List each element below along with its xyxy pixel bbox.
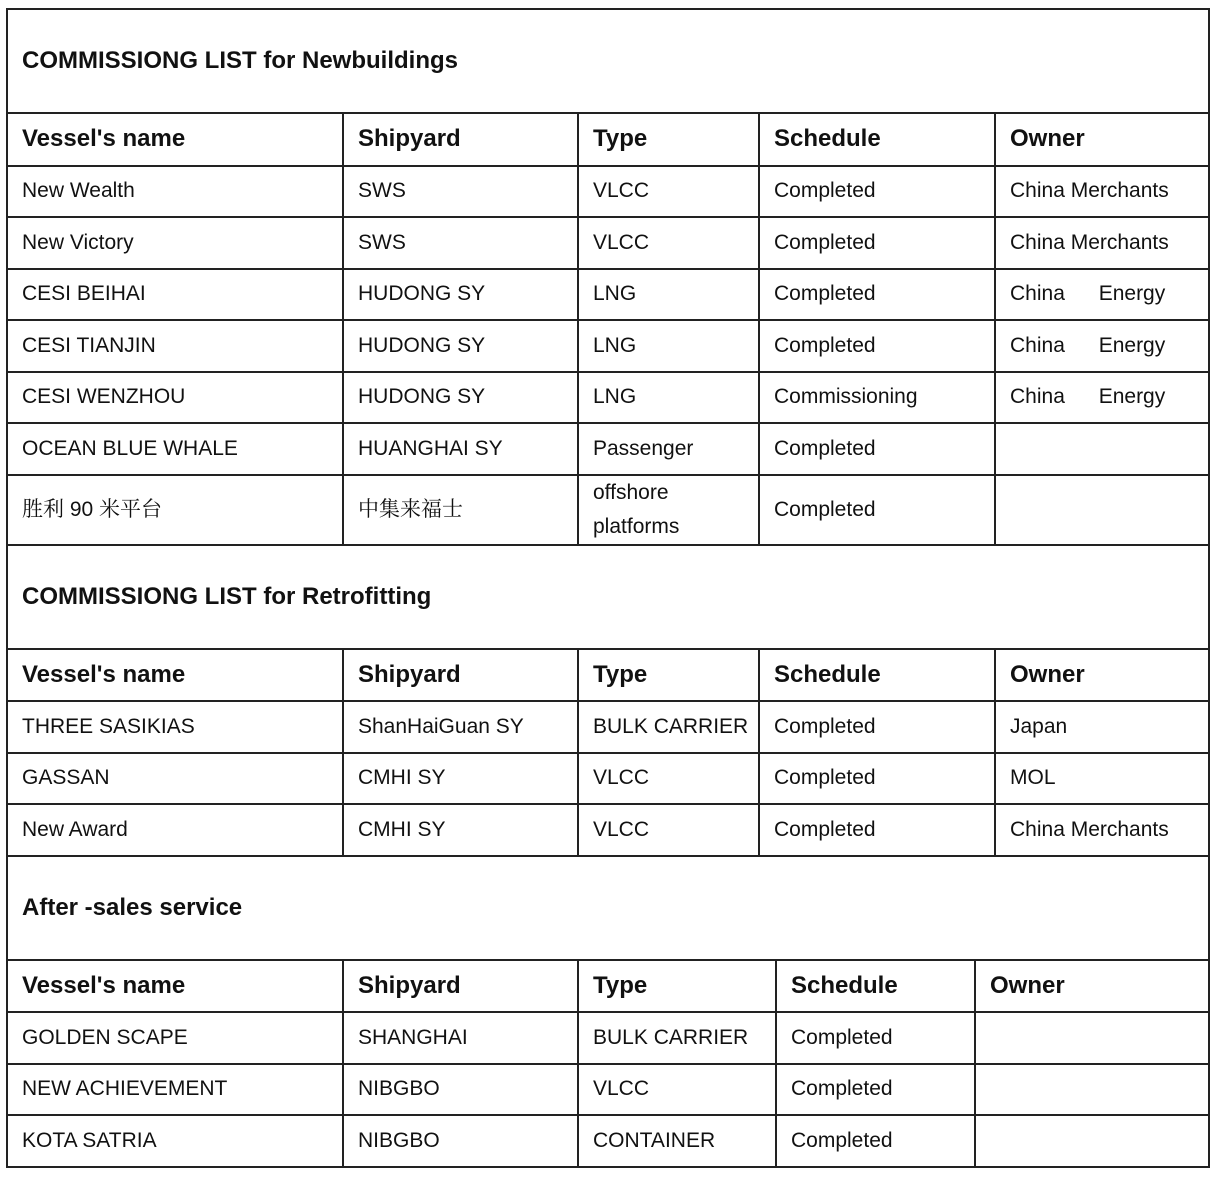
header-shipyard: Shipyard — [343, 650, 578, 702]
cell-schedule: Completed — [776, 1012, 975, 1064]
header-owner: Owner — [975, 961, 1208, 1013]
cell-type: offshore platforms — [578, 475, 759, 545]
cell-vessel-name: KOTA SATRIA — [8, 1115, 343, 1167]
cell-type: VLCC — [578, 753, 759, 805]
cell-owner: China Merchants — [995, 804, 1208, 856]
newbuildings-table — [8, 114, 1208, 546]
header-type: Type — [578, 961, 776, 1013]
table-row — [8, 804, 1208, 856]
section-title: After -sales service — [8, 857, 1208, 961]
header-owner: Owner — [995, 114, 1208, 166]
table-row — [8, 320, 1208, 372]
cell-owner: China Merchants — [995, 166, 1208, 218]
header-vessel-name: Vessel's name — [8, 650, 343, 702]
table-row — [8, 166, 1208, 218]
cell-vessel-name: CESI TIANJIN — [8, 320, 343, 372]
cell-type: Passenger — [578, 423, 759, 475]
header-schedule: Schedule — [759, 650, 995, 702]
cell-shipyard: HUDONG SY — [343, 372, 578, 424]
table-row — [8, 1064, 1208, 1116]
cell-vessel-name: THREE SASIKIAS — [8, 701, 343, 753]
cell-type: BULK CARRIER — [578, 701, 759, 753]
header-owner: Owner — [995, 650, 1208, 702]
header-schedule: Schedule — [759, 114, 995, 166]
cell-owner: China Energy — [995, 372, 1208, 424]
cell-vessel-name: GOLDEN SCAPE — [8, 1012, 343, 1064]
cell-vessel-name: CESI BEIHAI — [8, 269, 343, 321]
header-shipyard: Shipyard — [343, 961, 578, 1013]
cell-shipyard: NIBGBO — [343, 1064, 578, 1116]
cell-owner: China Energy — [995, 320, 1208, 372]
cell-owner: China Energy — [995, 269, 1208, 321]
cell-owner: China Merchants — [995, 217, 1208, 269]
table-row — [8, 269, 1208, 321]
cell-type: LNG — [578, 320, 759, 372]
cell-shipyard: ShanHaiGuan SY — [343, 701, 578, 753]
cell-owner — [975, 1012, 1208, 1064]
retrofitting-table — [8, 650, 1208, 857]
cell-shipyard: HUDONG SY — [343, 320, 578, 372]
cell-shipyard: CMHI SY — [343, 804, 578, 856]
cell-shipyard: 中集来福士 — [343, 475, 578, 545]
cell-shipyard: HUDONG SY — [343, 269, 578, 321]
cell-owner — [995, 423, 1208, 475]
cell-owner — [975, 1115, 1208, 1167]
table-header-row — [8, 961, 1208, 1013]
cell-schedule: Completed — [759, 269, 995, 321]
cell-schedule: Completed — [759, 804, 995, 856]
header-vessel-name: Vessel's name — [8, 961, 343, 1013]
section-title: COMMISSIONG LIST for Newbuildings — [8, 10, 1208, 114]
cell-schedule: Completed — [776, 1064, 975, 1116]
cell-schedule: Completed — [759, 320, 995, 372]
cell-vessel-name: 胜利 90 米平台 — [8, 475, 343, 545]
header-shipyard: Shipyard — [343, 114, 578, 166]
cell-schedule: Completed — [759, 475, 995, 545]
table-row — [8, 1115, 1208, 1167]
commissioning-document — [6, 8, 1210, 1168]
cell-schedule: Completed — [759, 753, 995, 805]
cell-type: CONTAINER — [578, 1115, 776, 1167]
header-schedule: Schedule — [776, 961, 975, 1013]
table-row — [8, 217, 1208, 269]
header-type: Type — [578, 114, 759, 166]
cell-shipyard: SHANGHAI — [343, 1012, 578, 1064]
table-row — [8, 423, 1208, 475]
cell-owner — [995, 475, 1208, 545]
cell-type: LNG — [578, 372, 759, 424]
header-vessel-name: Vessel's name — [8, 114, 343, 166]
table-row — [8, 475, 1208, 545]
cell-vessel-name: OCEAN BLUE WHALE — [8, 423, 343, 475]
table-header-row — [8, 114, 1208, 166]
cell-schedule: Completed — [759, 217, 995, 269]
cell-shipyard: NIBGBO — [343, 1115, 578, 1167]
cell-type: BULK CARRIER — [578, 1012, 776, 1064]
cell-schedule: Completed — [759, 423, 995, 475]
table-row — [8, 372, 1208, 424]
cell-schedule: Completed — [759, 166, 995, 218]
cell-vessel-name: CESI WENZHOU — [8, 372, 343, 424]
cell-vessel-name: GASSAN — [8, 753, 343, 805]
table-row — [8, 753, 1208, 805]
cell-shipyard: HUANGHAI SY — [343, 423, 578, 475]
table-header-row — [8, 650, 1208, 702]
cell-vessel-name: New Victory — [8, 217, 343, 269]
cell-shipyard: SWS — [343, 217, 578, 269]
cell-shipyard: SWS — [343, 166, 578, 218]
cell-type: VLCC — [578, 804, 759, 856]
cell-vessel-name: New Wealth — [8, 166, 343, 218]
cell-type: VLCC — [578, 166, 759, 218]
cell-type: VLCC — [578, 1064, 776, 1116]
cell-vessel-name: New Award — [8, 804, 343, 856]
cell-owner — [975, 1064, 1208, 1116]
table-row — [8, 701, 1208, 753]
after-sales-table — [8, 961, 1208, 1168]
cell-type: LNG — [578, 269, 759, 321]
cell-owner: MOL — [995, 753, 1208, 805]
table-row — [8, 1012, 1208, 1064]
cell-type: VLCC — [578, 217, 759, 269]
cell-schedule: Completed — [759, 701, 995, 753]
cell-vessel-name: NEW ACHIEVEMENT — [8, 1064, 343, 1116]
section-title: COMMISSIONG LIST for Retrofitting — [8, 546, 1208, 650]
cell-schedule: Completed — [776, 1115, 975, 1167]
header-type: Type — [578, 650, 759, 702]
cell-owner: Japan — [995, 701, 1208, 753]
cell-schedule: Commissioning — [759, 372, 995, 424]
cell-shipyard: CMHI SY — [343, 753, 578, 805]
